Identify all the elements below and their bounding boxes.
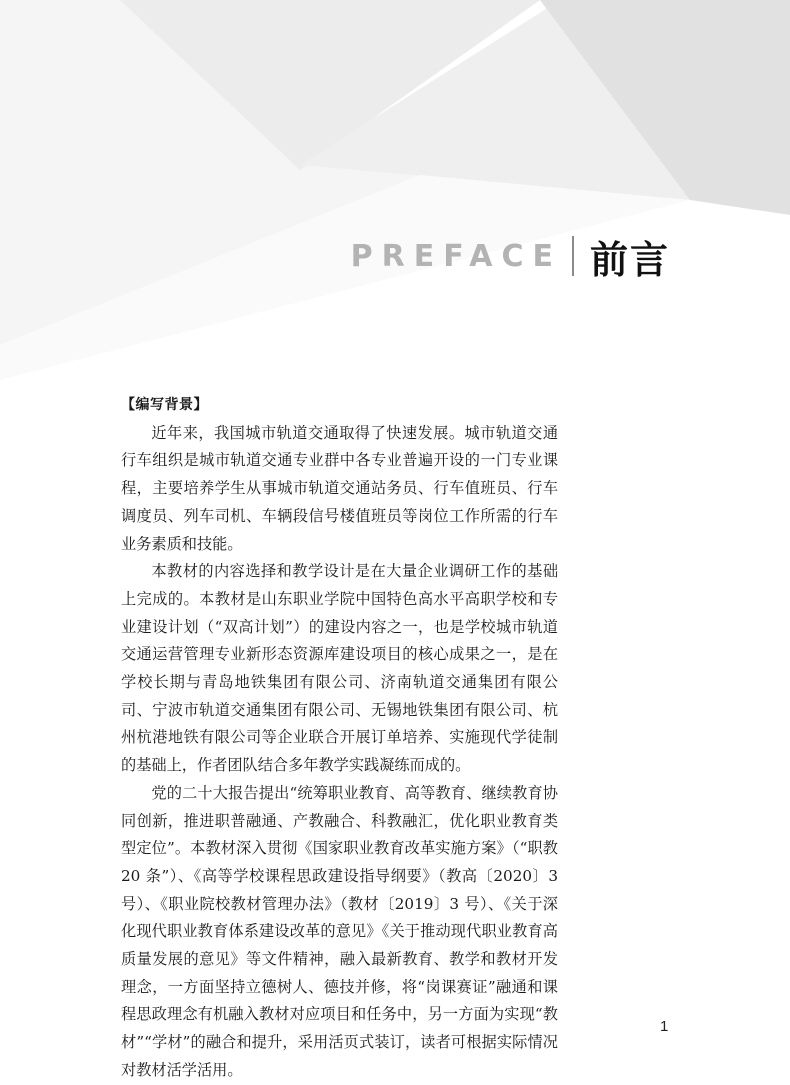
- background-decoration: [0, 0, 790, 380]
- title-chinese: 前言: [589, 237, 670, 282]
- paragraph-2: 本教材的内容选择和教学设计是在大量企业调研工作的基础上完成的。本教材是山东职业学院中国特色高水平高职学校和专业建设计划（“双高计划”）的建设内容之一，也是学校城市轨道交通运营管理专业新形态资源库建设项目的核心成果之一，是在学校长期与青岛地铁集团有限公司、济南轨道交通集团有限公司、宁波市轨道交通集团有限公司、无锡地铁集团有限公司、杭州杭港地铁有限公司等企业联合开展订单培养、实施现代学徒制的基础上，作者团队结合多年教学实践凝练而成的。: [121, 562, 558, 775]
- preface-body: [121, 392, 558, 1085]
- title-divider: [572, 236, 574, 276]
- paragraph-1: 近年来，我国城市轨道交通取得了快速发展。城市轨道交通行车组织是城市轨道交通专业群中各专业普遍开设的一门专业课程，主要培养学生从事城市轨道交通站务员、行车值班员、行车调度员、列车司机、车辆段信号楼值班员等岗位工作所需的行车业务素质和技能。: [121, 423, 558, 553]
- title-english: PREFACE: [350, 238, 562, 274]
- paragraph-3: 党的二十大报告提出“统筹职业教育、高等教育、继续教育协同创新，推进职普融通、产教融合、科教融汇，优化职业教育类型定位”。本教材深入贯彻《国家职业教育改革实施方案》（“职教 20 条”）、《高等学校课程思政建设指导纲要》（教高〔2020〕3 号）、《职业院校教材管理办法》（教材〔2019〕3 号）、《关于深化现代职业教育体系建设改革的意见》《关于推动现代职业教育高质量发展的意见》等文件精神，融入最新教育、教学和教材开发理念，一方面坚持立德树人、德技并修，将“岗课赛证”融通和课程思政理念有机融入教材对应项目和任务中，另一方面为实现“教材”“学材”的融合和提升，采用活页式装订，读者可根据实际情况对教材活学活用。: [121, 783, 558, 1079]
- preface-title: [340, 226, 670, 286]
- page-number: 1: [660, 1018, 669, 1035]
- section-heading: 【编写背景】: [121, 397, 208, 413]
